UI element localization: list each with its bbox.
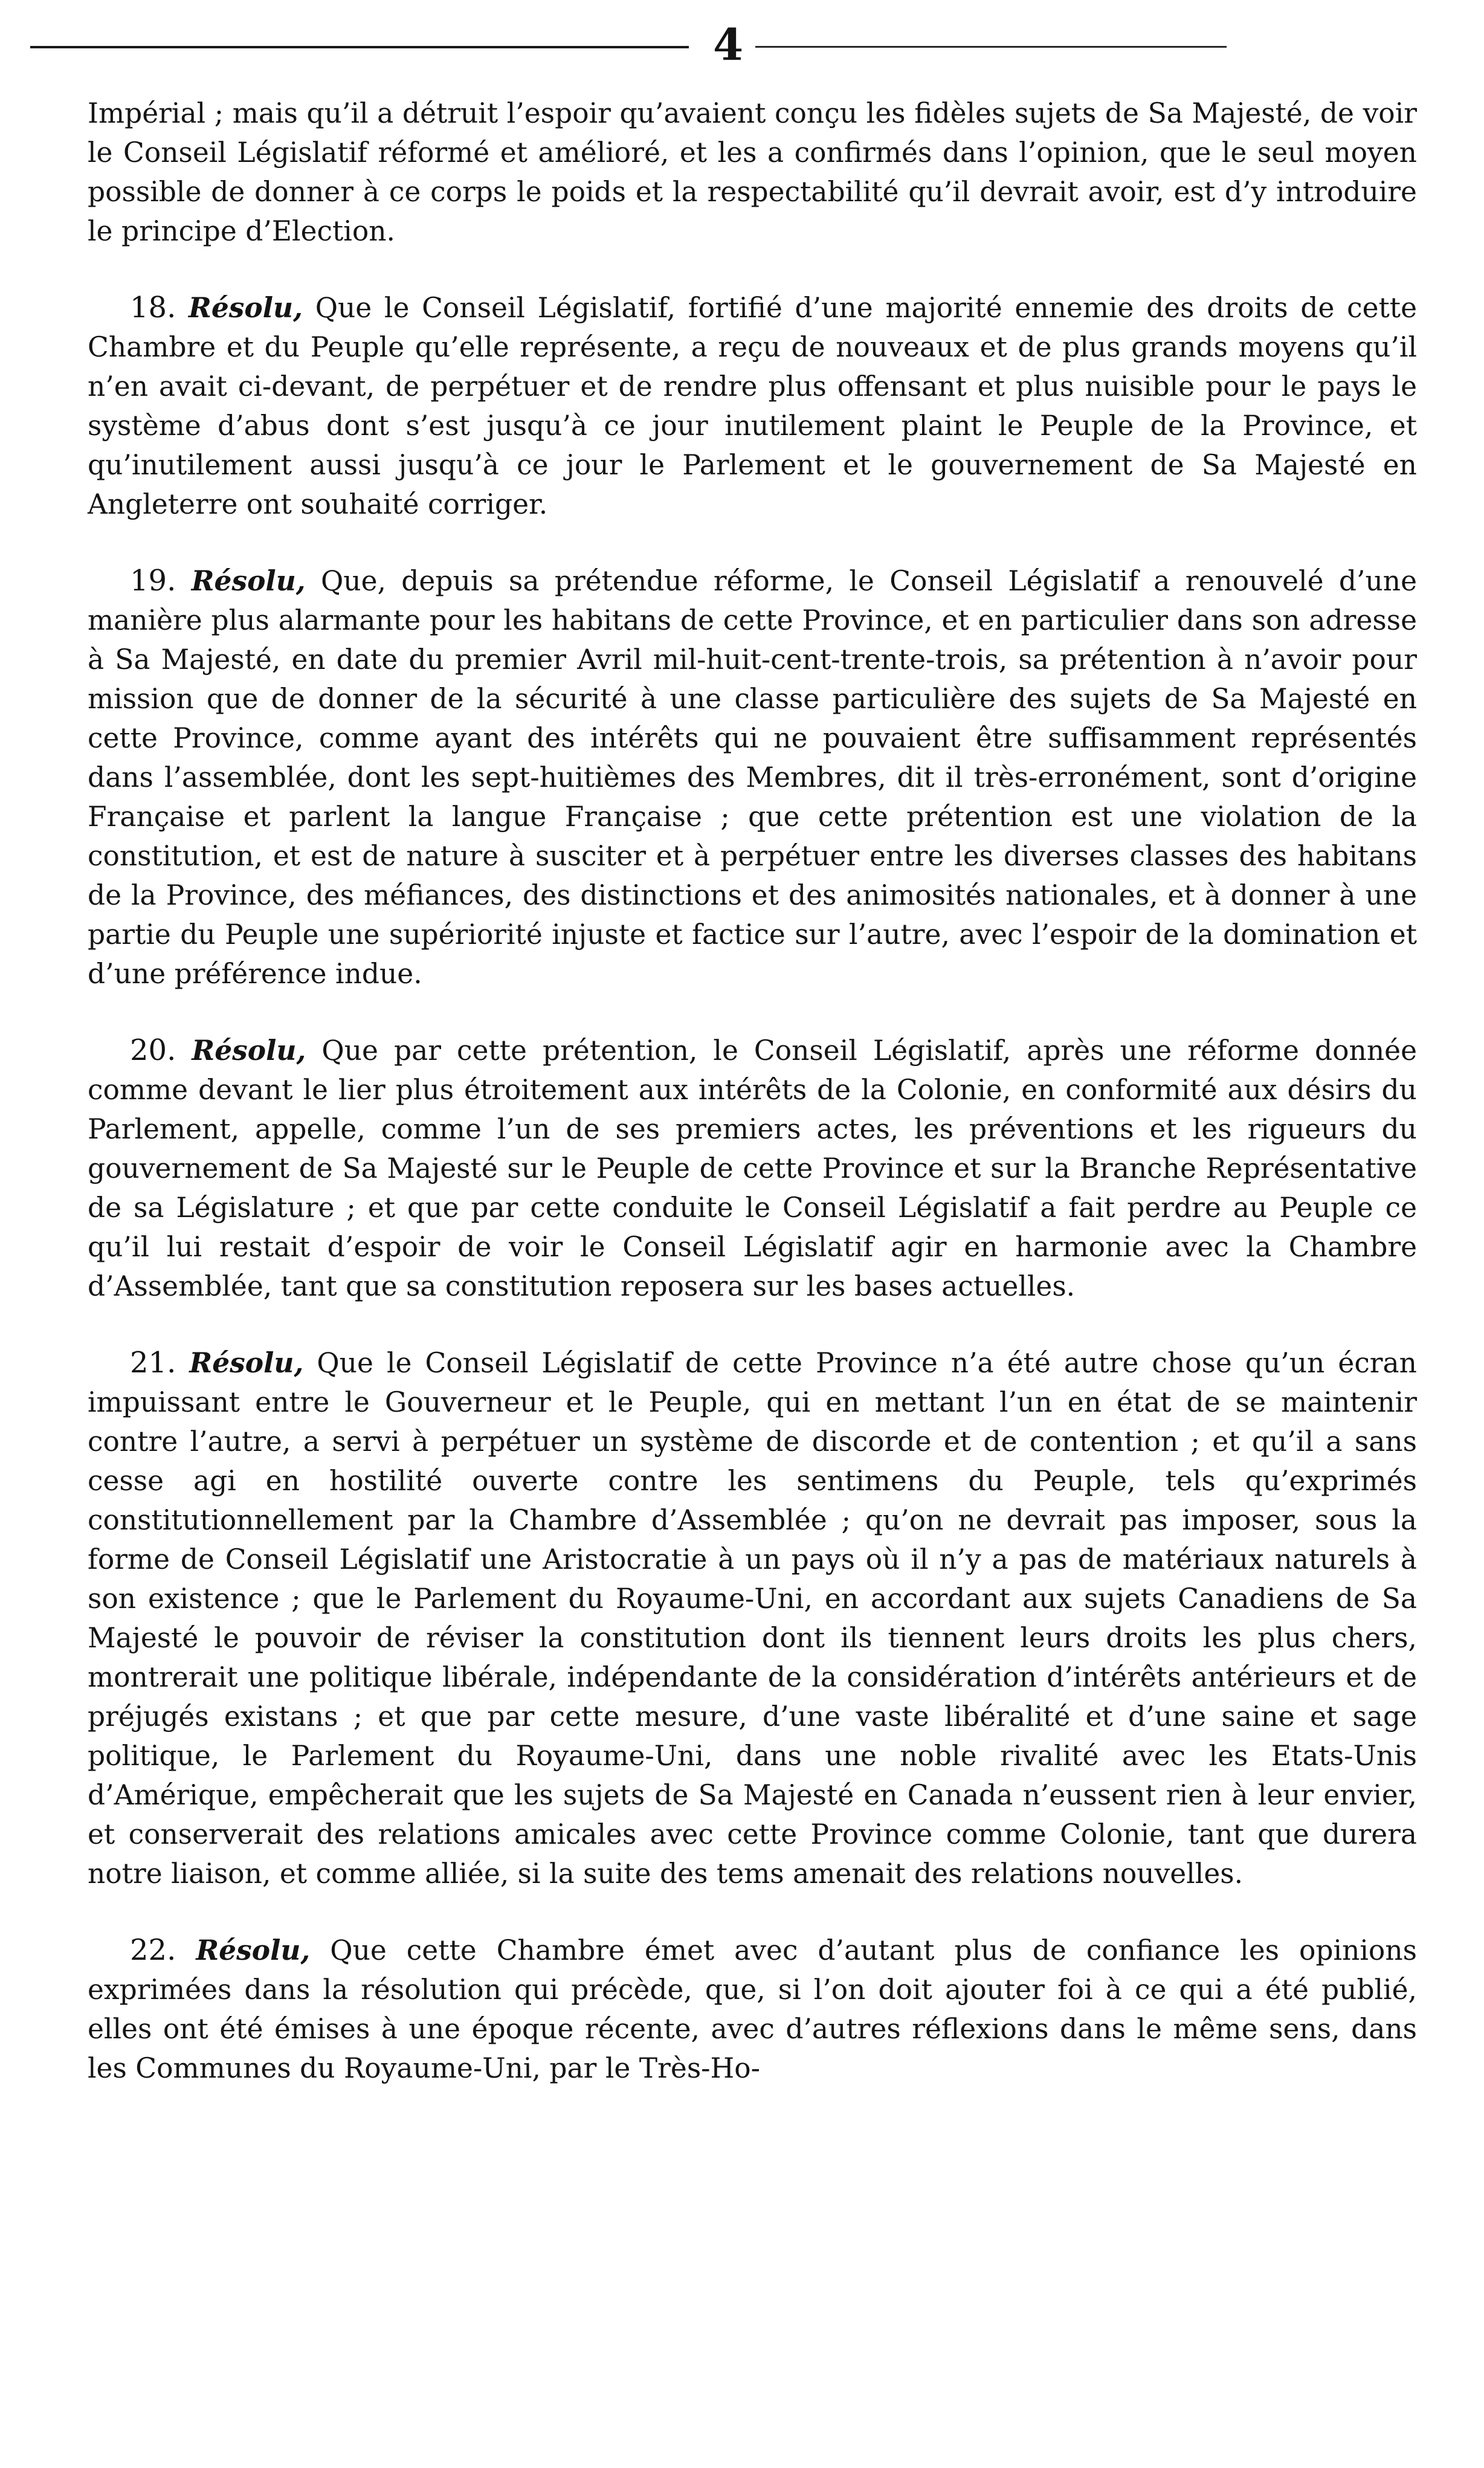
resolutions-text (88, 94, 1417, 2125)
resolution-21 (88, 1343, 1417, 1893)
paragraph-text: Que le Conseil Législatif, fortifié d’une majorité ennemie des droits de cette Chambre et du Peuple qu’elle représente, a reçu de nouveaux et de plus grands moyens qu’il n’en avait ci-devant, de perpétuer et de rendre plus offensant et plus nuisible pour le pays le système d’abus dont s’est jusqu’à ce jour inutilement plaint le Peuple de la Province, et qu’inutilement aussi jusqu’à ce jour le Parlement et le gouvernement de Sa Majesté en Angleterre ont souhaité corriger. (88, 292, 1417, 520)
resolution-number: 21. (130, 1346, 176, 1380)
resolution-keyword: Résolu, (196, 1934, 311, 1966)
paragraph-text: Que par cette prétention, le Conseil Législatif, après une réforme donnée comme devant le lier plus étroitement aux intérêts de la Colonie, en conformité aux désirs du Parlement, appelle, comme l’un de ses premiers actes, les préventions et les rigueurs du gouvernement de Sa Majesté sur le Peuple de cette Province et sur la Branche Représentative de sa Législature ; et que par cette conduite le Conseil Législatif a fait perdre au Peuple ce qu’il lui restait d’espoir de voir le Conseil Législatif agir en harmonie avec la Chambre d’Assemblée, tant que sa constitution reposera sur les bases actuelles. (88, 1035, 1417, 1302)
paragraph-text: Que le Conseil Législatif de cette Province n’a été autre chose qu’un écran impuissant entre le Gouverneur et le Peuple, qui en mettant l’un en état de se maintenir contre l’autre, a servi à perpétuer un système de discorde et de contention ; et qu’il a sans cesse agi en hostilité ouverte contre les sentimens du Peuple, tels qu’exprimés constitutionnellement par la Chambre d’Assemblée ; qu’on ne devrait pas imposer, sous la forme de Conseil Législatif une Aristocratie à un pays où il n’y a pas de matériaux naturels à son existence ; que le Parlement du Royaume-Uni, en accordant aux sujets Canadiens de Sa Majesté le pouvoir de réviser la constitution dont ils tiennent leurs droits les plus chers, montrerait une politique libérale, indépendante de la considération d’intérêts antérieurs et de préjugés existans ; et que par cette mesure, d’une vaste libéralité et d’une saine et sage politique, le Parlement du Royaume-Uni, dans une noble rivalité avec les Etats-Unis d’Amérique, empêcherait que les sujets de Sa Majesté en Canada n’eussent rien à leur envier, et conserverait des relations amicales avec cette Province comme Colonie, tant que durera notre liaison, et comme alliée, si la suite des tems amenait des relations nouvelles. (88, 1347, 1417, 1890)
resolution-18 (88, 288, 1417, 524)
resolution-keyword: Résolu, (191, 564, 306, 597)
resolution-19 (88, 561, 1417, 993)
resolution-number: 20. (130, 1033, 176, 1067)
paragraph-text: Impérial ; mais qu’il a détruit l’espoir qu’avaient conçu les fidèles sujets de Sa Majesté, de voir le Conseil Législatif réformé et amélioré, et les a confirmés dans l’opinion, que le seul moyen possible de donner à ce corps le poids et la respectabilité qu’il devrait avoir, est d’y introduire le principe d’Election. (88, 97, 1417, 247)
resolution-number: 19. (130, 564, 176, 598)
resolution-20 (88, 1031, 1417, 1306)
paragraph-text: Que cette Chambre émet avec d’autant plus de confiance les opinions exprimées dans la résolution qui précède, que, si l’on doit ajouter foi à ce qui a été publié, elles ont été émises à une époque récente, avec d’autres réflexions dans le même sens, dans les Communes du Royaume-Uni, par le Très-Ho- (88, 1934, 1417, 2084)
page-number: 4 (712, 19, 744, 70)
resolution-22 (88, 1931, 1417, 2088)
resolution-number: 22. (130, 1933, 176, 1967)
resolution-number: 18. (130, 291, 176, 325)
header-rule-left (30, 46, 689, 48)
resolution-keyword: Résolu, (189, 291, 303, 324)
paragraph-continuation (88, 94, 1417, 251)
resolution-keyword: Résolu, (192, 1034, 306, 1067)
header-rule-right (755, 46, 1227, 48)
resolution-keyword: Résolu, (189, 1346, 304, 1379)
paragraph-text: Que, depuis sa prétendue réforme, le Conseil Législatif a renouvelé d’une manière plus alarmante pour les habitans de cette Province, et en particulier dans son adresse à Sa Majesté, en date du premier Avril mil-huit-cent-trente-trois, sa prétention à n’avoir pour mission que de donner de la sécurité à une classe particulière des sujets de Sa Majesté en cette Province, comme ayant des intérêts qui ne pouvaient être suffisamment représentés dans l’assemblée, dont les sept-huitièmes des Membres, dit il très-erronément, sont d’origine Française et parlent la langue Française ; que cette prétention est une violation de la constitution, et est de nature à susciter et à perpétuer entre les diverses classes des habitans de la Province, des méfiances, des distinctions et des animosités nationales, et à donner à une partie du Peuple une supériorité injuste et factice sur l’autre, avec l’espoir de la domination et d’une préférence indue. (88, 565, 1418, 990)
